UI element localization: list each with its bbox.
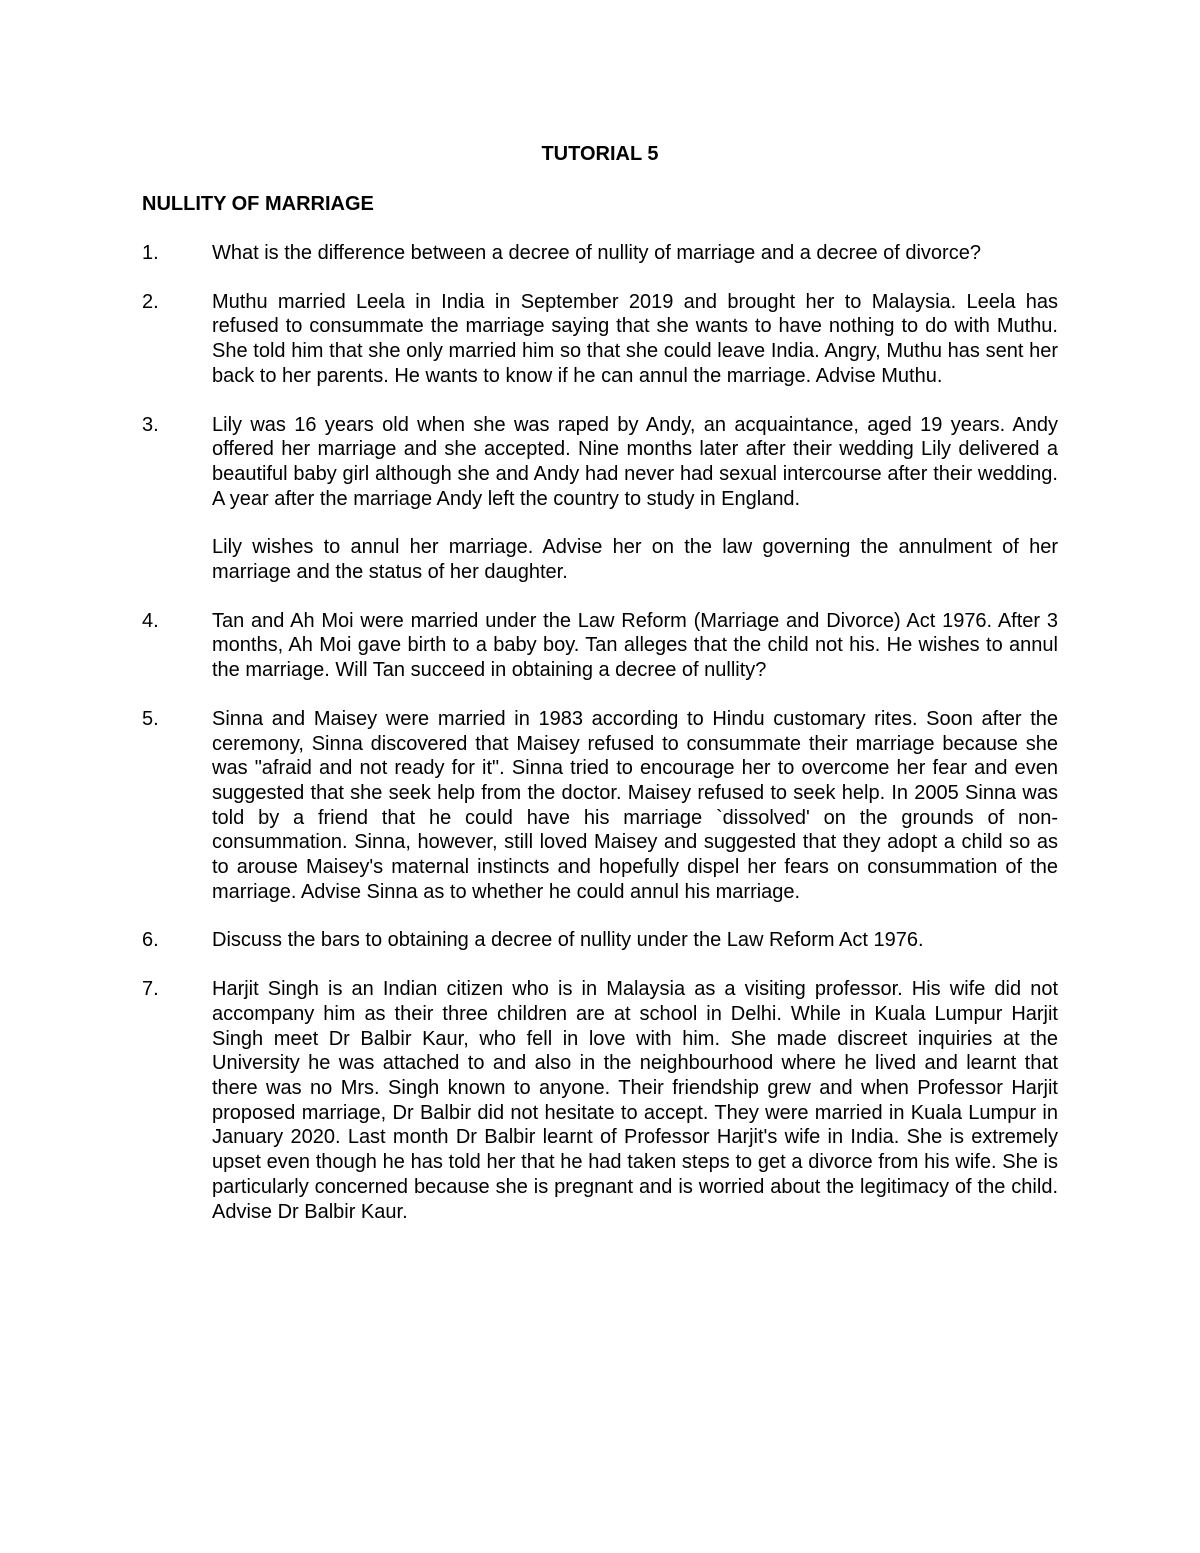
question-body	[212, 290, 1058, 389]
question-number: 7.	[142, 978, 159, 1001]
question-item-3	[142, 413, 1058, 585]
question-item-4	[142, 609, 1058, 683]
question-item-2	[142, 290, 1058, 389]
question-body	[212, 609, 1058, 683]
question-text: Harjit Singh is an Indian citizen who is in Malaysia as a visiting professor. His wife did not accompany him as their three children are at school in Delhi. While in Kuala Lumpur Harjit Singh meet Dr Balbir Kaur, who fell in love with him. She made discreet inquiries at the University he was attached to and also in the neighbourhood where he lived and learnt that there was no Mrs. Singh known to anyone. Their friendship grew and when Professor Harjit proposed marriage, Dr Balbir did not hesitate to accept. They were married in Kuala Lumpur in January 2020. Last month Dr Balbir learnt of Professor Harjit's wife in India. She is extremely upset even though he has told her that he had taken steps to get a divorce from his wife. She is particularly concerned because she is pregnant and is worried about the legitimacy of the child. Advise Dr Balbir Kaur.	[212, 978, 1058, 1223]
question-item-5	[142, 707, 1058, 905]
question-item-6	[142, 928, 1058, 953]
question-number: 3.	[142, 413, 159, 436]
question-number: 5.	[142, 707, 159, 730]
question-text: Sinna and Maisey were married in 1983 according to Hindu customary rites. Soon after the ceremony, Sinna discovered that Maisey refused to consummate their marriage because she was "afraid and not ready for it". Sinna tried to encourage her to overcome her fear and even suggested that she seek help from the doctor. Maisey refused to seek help. In 2005 Sinna was told by a friend that he could have his marriage `dissolved' on the grounds of non-consummation. Sinna, however, still loved Maisey and suggested that they adopt a child so as to arouse Maisey's maternal instincts and hopefully dispel her fears on consummation of the marriage. Advise Sinna as to whether he could annul his marriage.	[212, 707, 1058, 903]
question-body	[212, 928, 1058, 953]
question-item-1	[142, 241, 1058, 266]
question-text: What is the difference between a decree of nullity of marriage and a decree of divorce?	[212, 242, 981, 264]
section-heading: NULLITY OF MARRIAGE	[142, 193, 374, 215]
question-text: Lily wishes to annul her marriage. Advise her on the law governing the annulment of her marriage and the status of her daughter.	[212, 536, 1058, 584]
question-number: 6.	[142, 929, 159, 952]
question-body	[212, 413, 1058, 585]
question-text: Tan and Ah Moi were married under the Law Reform (Marriage and Divorce) Act 1976. After 3 months, Ah Moi gave birth to a baby boy. Tan alleges that the child not his. He wishes to annul the marriage. Will Tan succeed in obtaining a decree of nullity?	[212, 609, 1058, 682]
question-text: Lily was 16 years old when she was raped by Andy, an acquaintance, aged 19 years. Andy offered her marriage and she accepted. Nine months later after their wedding Lily delivered a beautiful baby girl although she and Andy had never had sexual intercourse after their wedding. A year after the marriage Andy left the country to study in England.	[212, 413, 1058, 510]
question-item-7	[142, 977, 1058, 1224]
question-body	[212, 707, 1058, 905]
question-list	[142, 241, 1058, 1248]
question-text: Discuss the bars to obtaining a decree of nullity under the Law Reform Act 1976.	[212, 929, 924, 952]
question-number: 2.	[142, 290, 159, 313]
question-number: 4.	[142, 609, 159, 632]
question-text: Muthu married Leela in India in September 2019 and brought her to Malaysia. Leela has refused to consummate the marriage saying that she wants to have nothing to do with Muthu. She told him that she only married him so that she could leave India. Angry, Muthu has sent her back to her parents. He wants to know if he can annul the marriage. Advise Muthu.	[212, 290, 1058, 387]
question-body	[212, 241, 1058, 266]
question-body	[212, 977, 1058, 1224]
question-number: 1.	[142, 242, 159, 264]
page-title: TUTORIAL 5	[541, 143, 659, 165]
